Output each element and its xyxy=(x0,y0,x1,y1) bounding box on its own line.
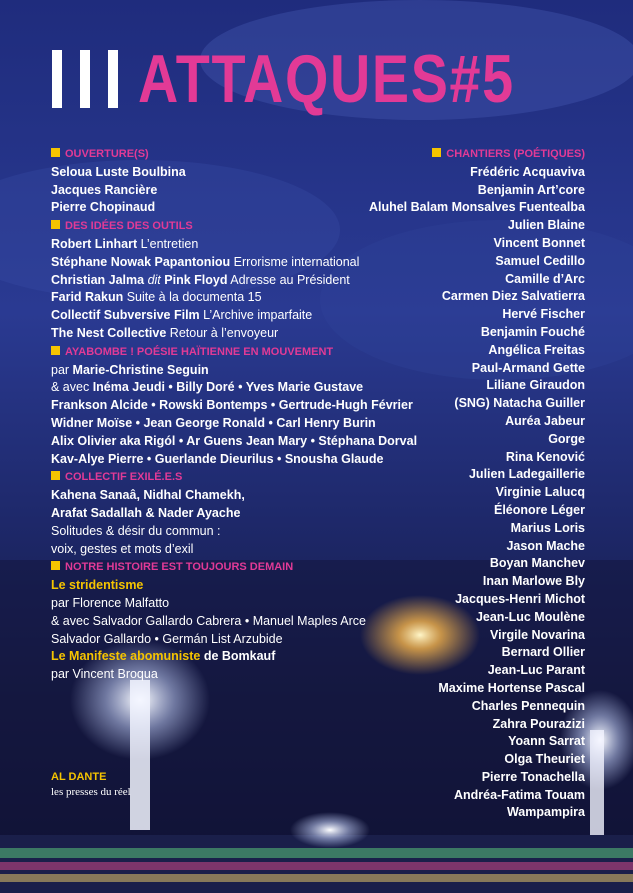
contributor-name: Boyan Manchev xyxy=(489,556,585,571)
entry-line: Collectif Subversive Film L’Archive imparfaite xyxy=(51,308,313,323)
contributor-name: Samuel Cedillo xyxy=(495,253,585,268)
contributor-name: Vincent Bonnet xyxy=(493,235,585,250)
publisher-subtitle: les presses du réel xyxy=(51,786,131,798)
contributor-name: Carmen Diez Salvatierra xyxy=(441,289,585,304)
yellow-square-icon xyxy=(432,148,441,157)
contributor-name: Jason Mache xyxy=(506,538,585,553)
contributor-name: Gorge xyxy=(548,431,585,446)
entry-line: & avec Salvador Gallardo Cabrera • Manuel Maples Arce xyxy=(51,613,366,628)
contributor-name: Virgile Novarina xyxy=(490,627,585,642)
contributor-name: Angélica Freitas xyxy=(488,342,585,357)
contributor-name: Yoann Sarrat xyxy=(508,734,585,749)
contributor-name: Inan Marlowe Bly xyxy=(482,574,585,589)
contributor-name: Hervé Fischer xyxy=(502,307,585,322)
entry-line: Christian Jalma dit Pink Floyd Adresse au Président xyxy=(51,272,350,287)
yellow-square-icon xyxy=(51,220,60,229)
entry-line: Kav-Alye Pierre • Guerlande Dieurilus • Snousha Glaude xyxy=(51,451,384,466)
contributor-name: Jean-Luc Parant xyxy=(487,663,585,678)
contributor-name: Paul-Armand Gette xyxy=(471,360,585,375)
section-ouvertures: OUVERTURE(S) xyxy=(51,145,431,164)
contributor-name: Aluhel Balam Monsalves Fuentealba xyxy=(368,200,585,215)
contributor-name: Auréa Jabeur xyxy=(505,413,585,428)
contributor-name: Benjamin Fouché xyxy=(480,324,585,339)
section-collectif-exiles: COLLECTIF EXILÉ.E.S xyxy=(51,468,431,487)
publisher-name: AL DANTE xyxy=(51,771,107,783)
contributor-name: Julien Ladegaillerie xyxy=(468,467,585,482)
entry-line: Le Manifeste abomuniste de Bomkauf xyxy=(51,649,276,664)
publisher-block xyxy=(51,770,131,800)
contributor-name: Maxime Hortense Pascal xyxy=(438,680,585,695)
contributor-name: Rina Kenović xyxy=(505,449,585,464)
entry-line: Stéphane Nowak Papantoniou Errorisme international xyxy=(51,254,360,269)
entry-line: & avec Inéma Jeudi • Billy Doré • Yves Marie Gustave xyxy=(51,380,364,395)
contributor-name: Pierre Tonachella xyxy=(481,769,585,784)
author-line: Pierre Chopinaud xyxy=(51,200,156,215)
contributor-name: Jacques-Henri Michot xyxy=(455,591,585,606)
section-chantiers: CHANTIERS (POÉTIQUES) xyxy=(325,145,585,164)
right-column xyxy=(325,145,585,822)
contributor-list xyxy=(325,164,585,822)
entry-line: par Marie-Christine Seguin xyxy=(51,362,209,377)
contributor-name: Jean-Luc Moulène xyxy=(475,609,585,624)
contributor-name: Julien Blaine xyxy=(507,218,585,233)
author-line: Jacques Rancière xyxy=(51,182,158,197)
title-text: ATTAQUES#5 xyxy=(138,41,515,117)
contributor-name: Marius Loris xyxy=(510,520,585,535)
contributor-name: Wampampira xyxy=(506,805,585,820)
entry-line: Frankson Alcide • Rowski Bontemps • Gertrude-Hugh Février xyxy=(51,398,413,413)
entry-line: Alix Olivier aka Rigól • Ar Guens Jean Mary • Stéphana Dorval xyxy=(51,433,418,448)
contributor-name: Andréa-Fatima Touam xyxy=(453,787,585,802)
yellow-square-icon xyxy=(51,471,60,480)
contributor-name: Virginie Lalucq xyxy=(495,485,585,500)
contributor-name: Éléonore Léger xyxy=(494,502,585,517)
contributor-name: Liliane Giraudon xyxy=(486,378,585,393)
yellow-square-icon xyxy=(51,561,60,570)
author-line: Seloua Luste Boulbina xyxy=(51,164,186,179)
section-notre-histoire: NOTRE HISTOIRE EST TOUJOURS DEMAIN xyxy=(51,558,431,577)
yellow-square-icon xyxy=(51,346,60,355)
entry-line: Robert Linhart L’entretien xyxy=(51,236,199,251)
title-bar-1 xyxy=(52,50,62,108)
entry-line: Farid Rakun Suite à la documenta 15 xyxy=(51,290,262,305)
section-ayabombe: AYABOMBE ! POÉSIE HAÏTIENNE EN MOUVEMENT xyxy=(51,343,431,362)
contributor-name: Charles Pennequin xyxy=(471,698,585,713)
cover-title xyxy=(52,41,598,117)
title-bar-2 xyxy=(80,50,90,108)
section-idees-outils: DES IDÉES DES OUTILS xyxy=(51,217,431,236)
entry-line: Solitudes & désir du commun : xyxy=(51,523,221,538)
entry-line: par Florence Malfatto xyxy=(51,595,170,610)
contributor-name: Camille d’Arc xyxy=(505,271,585,286)
contributor-name: Frédéric Acquaviva xyxy=(470,164,585,179)
title-bar-3 xyxy=(108,50,118,108)
entry-line: The Nest Collective Retour à l’envoyeur xyxy=(51,325,279,340)
entry-line: Arafat Sadallah & Nader Ayache xyxy=(51,505,241,520)
work-title: Le stridentisme xyxy=(51,578,144,593)
contributor-name: (SNG) Natacha Guiller xyxy=(454,396,585,411)
entry-line: par Vincent Broqua xyxy=(51,667,158,682)
contributor-name: Benjamin Art’core xyxy=(477,182,585,197)
entry-line: voix, gestes et mots d’exil xyxy=(51,541,194,556)
yellow-square-icon xyxy=(51,148,60,157)
entry-line: Salvador Gallardo • Germán List Arzubide xyxy=(51,631,283,646)
entry-line: Widner Moïse • Jean George Ronald • Carl Henry Burin xyxy=(51,415,376,430)
contributor-name: Olga Theuriet xyxy=(504,752,585,767)
contributor-name: Zahra Pourazizi xyxy=(492,716,585,731)
contributor-name: Bernard Ollier xyxy=(501,645,585,660)
entry-line: Kahena Sanaâ, Nidhal Chamekh, xyxy=(51,488,245,503)
